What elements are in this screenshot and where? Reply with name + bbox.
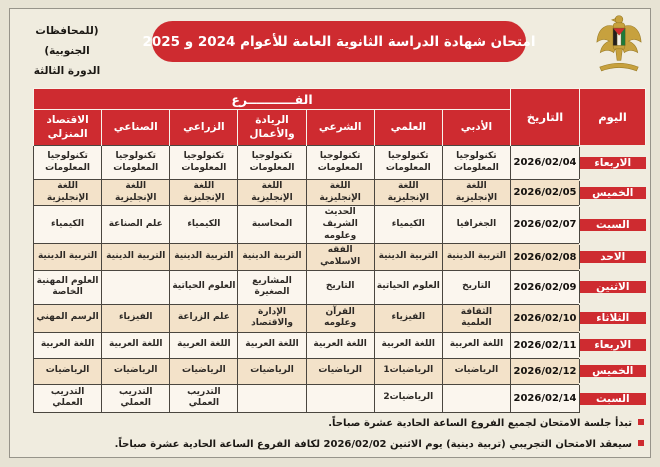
subject-cell-1: اللغة العربية xyxy=(374,332,442,358)
subject-cell-3: الرياضيات xyxy=(238,358,306,384)
subject-cell-3: الإدارة والاقتصاد xyxy=(238,304,306,332)
day-cell xyxy=(580,384,646,412)
subject-cell-2: الفقه الاسلامي xyxy=(306,244,374,270)
subject-cell-1: تكنولوجيا المعلومات xyxy=(374,146,442,180)
subject-cell-3: تكنولوجيا المعلومات xyxy=(238,146,306,180)
schedule-row-6 xyxy=(34,332,646,358)
date-cell: 2026/02/11 xyxy=(511,332,580,358)
footnote-0 xyxy=(115,413,644,434)
branch-header-0: الأدبي xyxy=(442,110,510,146)
subject-cell-6: اللغة العربية xyxy=(34,332,102,358)
subject-cell-0: اللغة العربية xyxy=(442,332,510,358)
exam-schedule-table xyxy=(33,88,646,413)
day-label: السبت xyxy=(580,219,646,231)
day-label: الاربعاء xyxy=(580,157,646,169)
footnotes xyxy=(115,413,644,455)
subject-cell-0: الرياضيات xyxy=(442,358,510,384)
date-cell: 2026/02/07 xyxy=(511,206,580,244)
subject-cell-1: الرياضيات2 xyxy=(374,384,442,412)
footnote-text: سيعقد الامتحان التجريبي (تربية دينية) يوم الاثنين 2026/02/02 لكافة الفروع الساعة الحادية عشرة صباحاً. xyxy=(114,439,632,450)
palestine-emblem-icon xyxy=(594,11,644,77)
subject-cell-2: التاريخ xyxy=(306,270,374,304)
subject-cell-0: الجغرافيا xyxy=(442,206,510,244)
subject-cell-4: العلوم الحياتية xyxy=(170,270,238,304)
branch-header-6: الاقتصاد المنزلي xyxy=(34,110,102,146)
subject-cell-1: الرياضيات1 xyxy=(374,358,442,384)
subject-cell-1: الفيزياء xyxy=(374,304,442,332)
branch-header-1: العلمي xyxy=(374,110,442,146)
subject-cell-6: الكيمياء xyxy=(34,206,102,244)
bullet-square-icon xyxy=(638,419,644,425)
schedule-row-1 xyxy=(34,180,646,206)
day-label: الخميس xyxy=(580,365,646,377)
date-cell: 2026/02/10 xyxy=(511,304,580,332)
subject-cell-4: تكنولوجيا المعلومات xyxy=(170,146,238,180)
subject-cell-0 xyxy=(442,384,510,412)
subject-cell-5: علم الصناعة xyxy=(102,206,170,244)
day-label: السبت xyxy=(580,393,646,405)
subject-cell-1: اللغة الإنجليزية xyxy=(374,180,442,206)
schedule-row-7 xyxy=(34,358,646,384)
page-title-text: امتحان شهادة الدراسة الثانوية العامة للأعوام 2024 و 2025 xyxy=(142,33,536,50)
schedule-row-8 xyxy=(34,384,646,412)
subject-cell-5: اللغة العربية xyxy=(102,332,170,358)
bullet-square-icon xyxy=(638,440,644,446)
subject-cell-0: تكنولوجيا المعلومات xyxy=(442,146,510,180)
subject-cell-0: اللغة الإنجليزية xyxy=(442,180,510,206)
subject-cell-2: اللغة الإنجليزية xyxy=(306,180,374,206)
day-cell xyxy=(580,270,646,304)
subject-cell-6: الرسم المهني xyxy=(34,304,102,332)
subject-cell-0: التاريخ xyxy=(442,270,510,304)
subject-cell-3: المشاريع الصغيرة xyxy=(238,270,306,304)
subject-cell-0: التربية الدينية xyxy=(442,244,510,270)
subject-cell-5: الفيزياء xyxy=(102,304,170,332)
date-column-header: التاريخ xyxy=(511,89,580,146)
header-row-group xyxy=(34,89,646,110)
branch-group-header: الفـــــــــــرع xyxy=(34,89,511,110)
date-cell: 2026/02/09 xyxy=(511,270,580,304)
subject-cell-5: اللغة الإنجليزية xyxy=(102,180,170,206)
subject-cell-4: الكيمياء xyxy=(170,206,238,244)
subject-cell-5: التربية الدينية xyxy=(102,244,170,270)
subject-cell-6: التربية الدينية xyxy=(34,244,102,270)
subject-cell-6: اللغة الإنجليزية xyxy=(34,180,102,206)
subject-cell-6: الرياضيات xyxy=(34,358,102,384)
subject-cell-4: اللغة الإنجليزية xyxy=(170,180,238,206)
subject-cell-6: تكنولوجيا المعلومات xyxy=(34,146,102,180)
day-label: الاربعاء xyxy=(580,339,646,351)
day-label: الاثنين xyxy=(580,281,646,293)
branch-header-5: الصناعي xyxy=(102,110,170,146)
subject-cell-2 xyxy=(306,384,374,412)
subject-cell-4: الرياضيات xyxy=(170,358,238,384)
day-cell xyxy=(580,332,646,358)
date-cell: 2026/02/05 xyxy=(511,180,580,206)
subject-cell-2: اللغة العربية xyxy=(306,332,374,358)
schedule-row-0 xyxy=(34,146,646,180)
subject-cell-6: التدريب العملي xyxy=(34,384,102,412)
subject-cell-6: العلوم المهنية الخاصة xyxy=(34,270,102,304)
region-note: (للمحافظات الجنوبية) xyxy=(35,25,99,57)
subject-cell-1: العلوم الحياتية xyxy=(374,270,442,304)
subject-cell-3: اللغة العربية xyxy=(238,332,306,358)
subject-cell-1: التربية الدينية xyxy=(374,244,442,270)
subject-cell-4: علم الزراعة xyxy=(170,304,238,332)
day-cell xyxy=(580,244,646,270)
date-cell: 2026/02/08 xyxy=(511,244,580,270)
day-cell xyxy=(580,304,646,332)
schedule-row-2 xyxy=(34,206,646,244)
subject-cell-4: اللغة العربية xyxy=(170,332,238,358)
date-cell: 2026/02/12 xyxy=(511,358,580,384)
day-cell xyxy=(580,206,646,244)
footnote-text: تبدأ جلسة الامتحان لجميع الفروع الساعة الحادية عشرة صباحاً. xyxy=(328,418,632,429)
day-label: الثلاثاء xyxy=(580,312,646,324)
date-cell: 2026/02/14 xyxy=(511,384,580,412)
schedule-row-5 xyxy=(34,304,646,332)
subject-cell-0: الثقافة العلمية xyxy=(442,304,510,332)
day-label: الخميس xyxy=(580,187,646,199)
subject-cell-5: تكنولوجيا المعلومات xyxy=(102,146,170,180)
branch-header-2: الشرعي xyxy=(306,110,374,146)
subject-cell-1: الكيمياء xyxy=(374,206,442,244)
subject-cell-2: تكنولوجيا المعلومات xyxy=(306,146,374,180)
schedule-row-4 xyxy=(34,270,646,304)
day-cell xyxy=(580,358,646,384)
day-cell xyxy=(580,146,646,180)
subject-cell-4: التدريب العملي xyxy=(170,384,238,412)
round-note: الدورة الثالثة xyxy=(33,64,101,77)
page-title xyxy=(142,21,536,62)
day-label: الاحد xyxy=(580,251,646,263)
subject-cell-5: الرياضيات xyxy=(102,358,170,384)
corner-notes xyxy=(16,22,118,82)
branch-header-3: الريادة والأعمال xyxy=(238,110,306,146)
subject-cell-2: القرآن وعلومه xyxy=(306,304,374,332)
day-column-header: اليوم xyxy=(580,89,646,146)
subject-cell-4: التربية الدينية xyxy=(170,244,238,270)
day-cell xyxy=(580,180,646,206)
branch-header-4: الزراعي xyxy=(170,110,238,146)
subject-cell-3 xyxy=(238,384,306,412)
footnote-1 xyxy=(115,434,644,455)
subject-cell-3: التربية الدينية xyxy=(238,244,306,270)
subject-cell-3: اللغة الإنجليزية xyxy=(238,180,306,206)
date-cell: 2026/02/04 xyxy=(511,146,580,180)
schedule-row-3 xyxy=(34,244,646,270)
subject-cell-5 xyxy=(102,270,170,304)
subject-cell-5: التدريب العملي xyxy=(102,384,170,412)
subject-cell-2: الحديث الشريف وعلومه xyxy=(306,206,374,244)
subject-cell-3: المحاسبة xyxy=(238,206,306,244)
subject-cell-2: الرياضيات xyxy=(306,358,374,384)
